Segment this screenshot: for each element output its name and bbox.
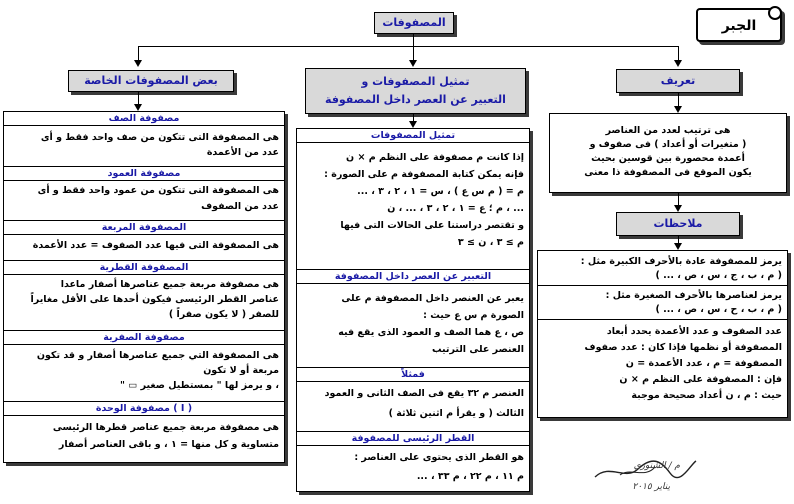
arrow-left-icon: [134, 60, 142, 67]
signature-date: يناير ٢٠١٥: [632, 482, 670, 492]
rep-line-2: فإنه يمكن كتابة المصفوفة ﻡ على الصورة :: [324, 169, 524, 180]
note-3-line-4: فإن : المصفوفة على النظم م × ن: [619, 374, 782, 385]
diagonal-line-1: هى مصفوفة مربعة جميع عناصرها أصفار ماعدا: [60, 279, 279, 290]
representation-header-line-2: التعبير عن العصر داخل المصفوفة: [325, 93, 506, 106]
title-diagonal-matrix: المصفوفة القطرية: [4, 260, 284, 275]
def-line-1: هى ترتيب لعدد من العناصر: [605, 125, 731, 136]
arrow-notes-icon: [674, 205, 682, 212]
elem-line-2: الصورة ﻡ س ع حيث :: [423, 310, 524, 321]
example-line-2: الثالث ( و يقرأ ﻡ اثنين ثلاثة ): [388, 408, 524, 419]
def-line-4: يكون الموقع فى المصفوفة ذا معنى: [584, 167, 752, 178]
notes-header: ملاحظات: [616, 212, 740, 236]
rep-line-6: م ≥ ٣ ، ن ≥ ٣: [457, 237, 524, 248]
rep-line-4: ... ، م ؛ ع = ١ ، ٢ ، ٣ ، ... ، ن: [387, 203, 524, 214]
diagonal-line-3: للصفر ( لا يكون صفراً ): [168, 309, 279, 320]
arrow-mid-icon: [409, 121, 417, 128]
connector-vertical-top: [413, 34, 414, 46]
scroll-title: الجبر: [721, 18, 757, 34]
representation-box: [296, 128, 530, 492]
diag-line-1: هو القطر الذى يحتوى على العناصر :: [354, 452, 524, 463]
signature: [590, 455, 700, 495]
title-row-matrix: مصفوفة الصف: [4, 112, 284, 126]
note-3-line-3: المصفوفة = م ، عدد الأعمدة = ن: [625, 358, 782, 369]
rep-line-3: ﻡ = ( ﻡ س ع ) ، س = ١ ، ٢ ، ٣ ، ...: [357, 186, 524, 197]
zero-line-1: هى المصفوفة التي جميع عناصرها أصفار و قد تكون: [36, 350, 279, 361]
identity-line-2: متساوية و كل منها = ١ ، و باقى العناصر أصفار: [58, 439, 279, 450]
note-2-line-2: ( ﻡ ، ب ، ح ، س ، ص ، ... ): [655, 304, 782, 315]
col-line-1: هى المصفوفة التى تتكون من عمود واحد فقط و أى: [37, 185, 279, 196]
square-line-1: هى المصفوفة التى فيها عدد الصفوف = عدد الأعمدة: [32, 240, 279, 251]
note-2-line-1: يرمز لعناصرها بالأحرف الصغيرة مثل :: [605, 290, 782, 301]
example-line-1: العنصر ﻡ ٣٢ يقع فى الصف الثانى و العمود: [324, 388, 524, 399]
row-line-2: عدد من الأعمدة: [206, 147, 279, 158]
arrow-def-icon: [674, 106, 682, 113]
title-identity-matrix: مصفوفة الوحدة ( I ): [4, 401, 284, 416]
zero-line-3: ، و يرمز لها " بمستطيل صغير ▭ ": [120, 380, 279, 391]
note-1-line-2: ( ﻡ ، ب ، ج ، س ، ص ، ... ): [655, 270, 782, 281]
note-divider-2: [538, 319, 787, 320]
identity-line-1: هى مصفوفة مربعة جميع عناصر قطرها الرئيسى: [52, 422, 279, 433]
signature-name: م / الشنوري: [633, 461, 680, 471]
note-3-line-2: المصفوفة أو نظمها فإذا كان : عدد صفوف: [584, 342, 782, 353]
section-title-representation: تمثيل المصفوفات: [297, 129, 529, 143]
note-divider-1: [538, 285, 787, 286]
representation-header-line-1: تمثيل المصفوفات و: [361, 75, 470, 88]
elem-line-1: يعبر عن العنصر داخل المصفوفة ﻡ على: [341, 293, 524, 304]
section-title-diagonal: القطر الرئيسى للمصفوفة: [297, 431, 529, 446]
scroll-curl-icon: [768, 6, 782, 20]
arrow-right-icon: [674, 60, 682, 67]
arrow-left2-icon: [134, 104, 142, 111]
connector-horizontal: [138, 46, 679, 47]
section-title-element: التعبير عن العصر داخل المصفوفة: [297, 269, 529, 284]
rep-line-5: و تقتصر دراستنا على الحالات التى فيها: [340, 220, 524, 231]
def-line-3: أعمدة محصورة بين قوسين بحيث: [591, 153, 745, 164]
top-title-box: المصفوفات: [374, 12, 454, 34]
title-square-matrix: المصفوفة المربعة: [4, 220, 284, 235]
elem-line-3: ص ، ع هما الصف و العمود الذى يقع فيه: [338, 327, 524, 338]
elem-line-4: العنصر على الترتيب: [431, 344, 524, 355]
title-column-matrix: مصفوفة العمود: [4, 166, 284, 181]
diagonal-line-2: عناصر القطر الرئيسى فيكون أحدها على الأقل مغايراً: [30, 294, 279, 305]
special-matrices-header: بعض المصفوفات الخاصة: [68, 70, 234, 92]
zero-line-2: مربعة أو لا تكون: [203, 365, 279, 376]
def-line-2: ( متغيرات أو أعداد ) فى صفوف و: [589, 139, 747, 150]
title-scroll: [696, 8, 782, 42]
row-line-1: هى المصفوفة التى تتكون من صف واحد فقط و أى: [40, 132, 279, 143]
diag-line-2: ﻡ ١١ ، ﻡ ٢٢ ، ﻡ ٣٣ ، ...: [416, 471, 524, 482]
arrow-middle-icon: [409, 60, 417, 67]
definition-box: [549, 113, 787, 193]
note-3-line-5: حيث : م ، ن أعداد صحيحة موجبة: [631, 390, 782, 401]
title-zero-matrix: مصفوفة الصفرية: [4, 330, 284, 345]
connector-def: [678, 93, 679, 107]
section-title-example: فمثلاً: [297, 367, 529, 382]
notes-box: [537, 250, 788, 418]
representation-header: [305, 68, 526, 114]
note-1-line-1: يرمز للمصفوفة عادة بالأحرف الكبيرة مثل :: [580, 256, 782, 267]
special-matrices-box: [3, 111, 285, 463]
note-3-line-1: عدد الصفوف و عدد الأعمدة يحدد أبعاد: [606, 326, 782, 337]
col-line-2: عدد من الصفوف: [201, 201, 279, 212]
definition-header: تعريف: [616, 69, 740, 93]
rep-line-1: إذا كانت ﻡ مصفوفة على النظم م × ن: [346, 152, 524, 163]
arrow-notes2-icon: [674, 243, 682, 250]
